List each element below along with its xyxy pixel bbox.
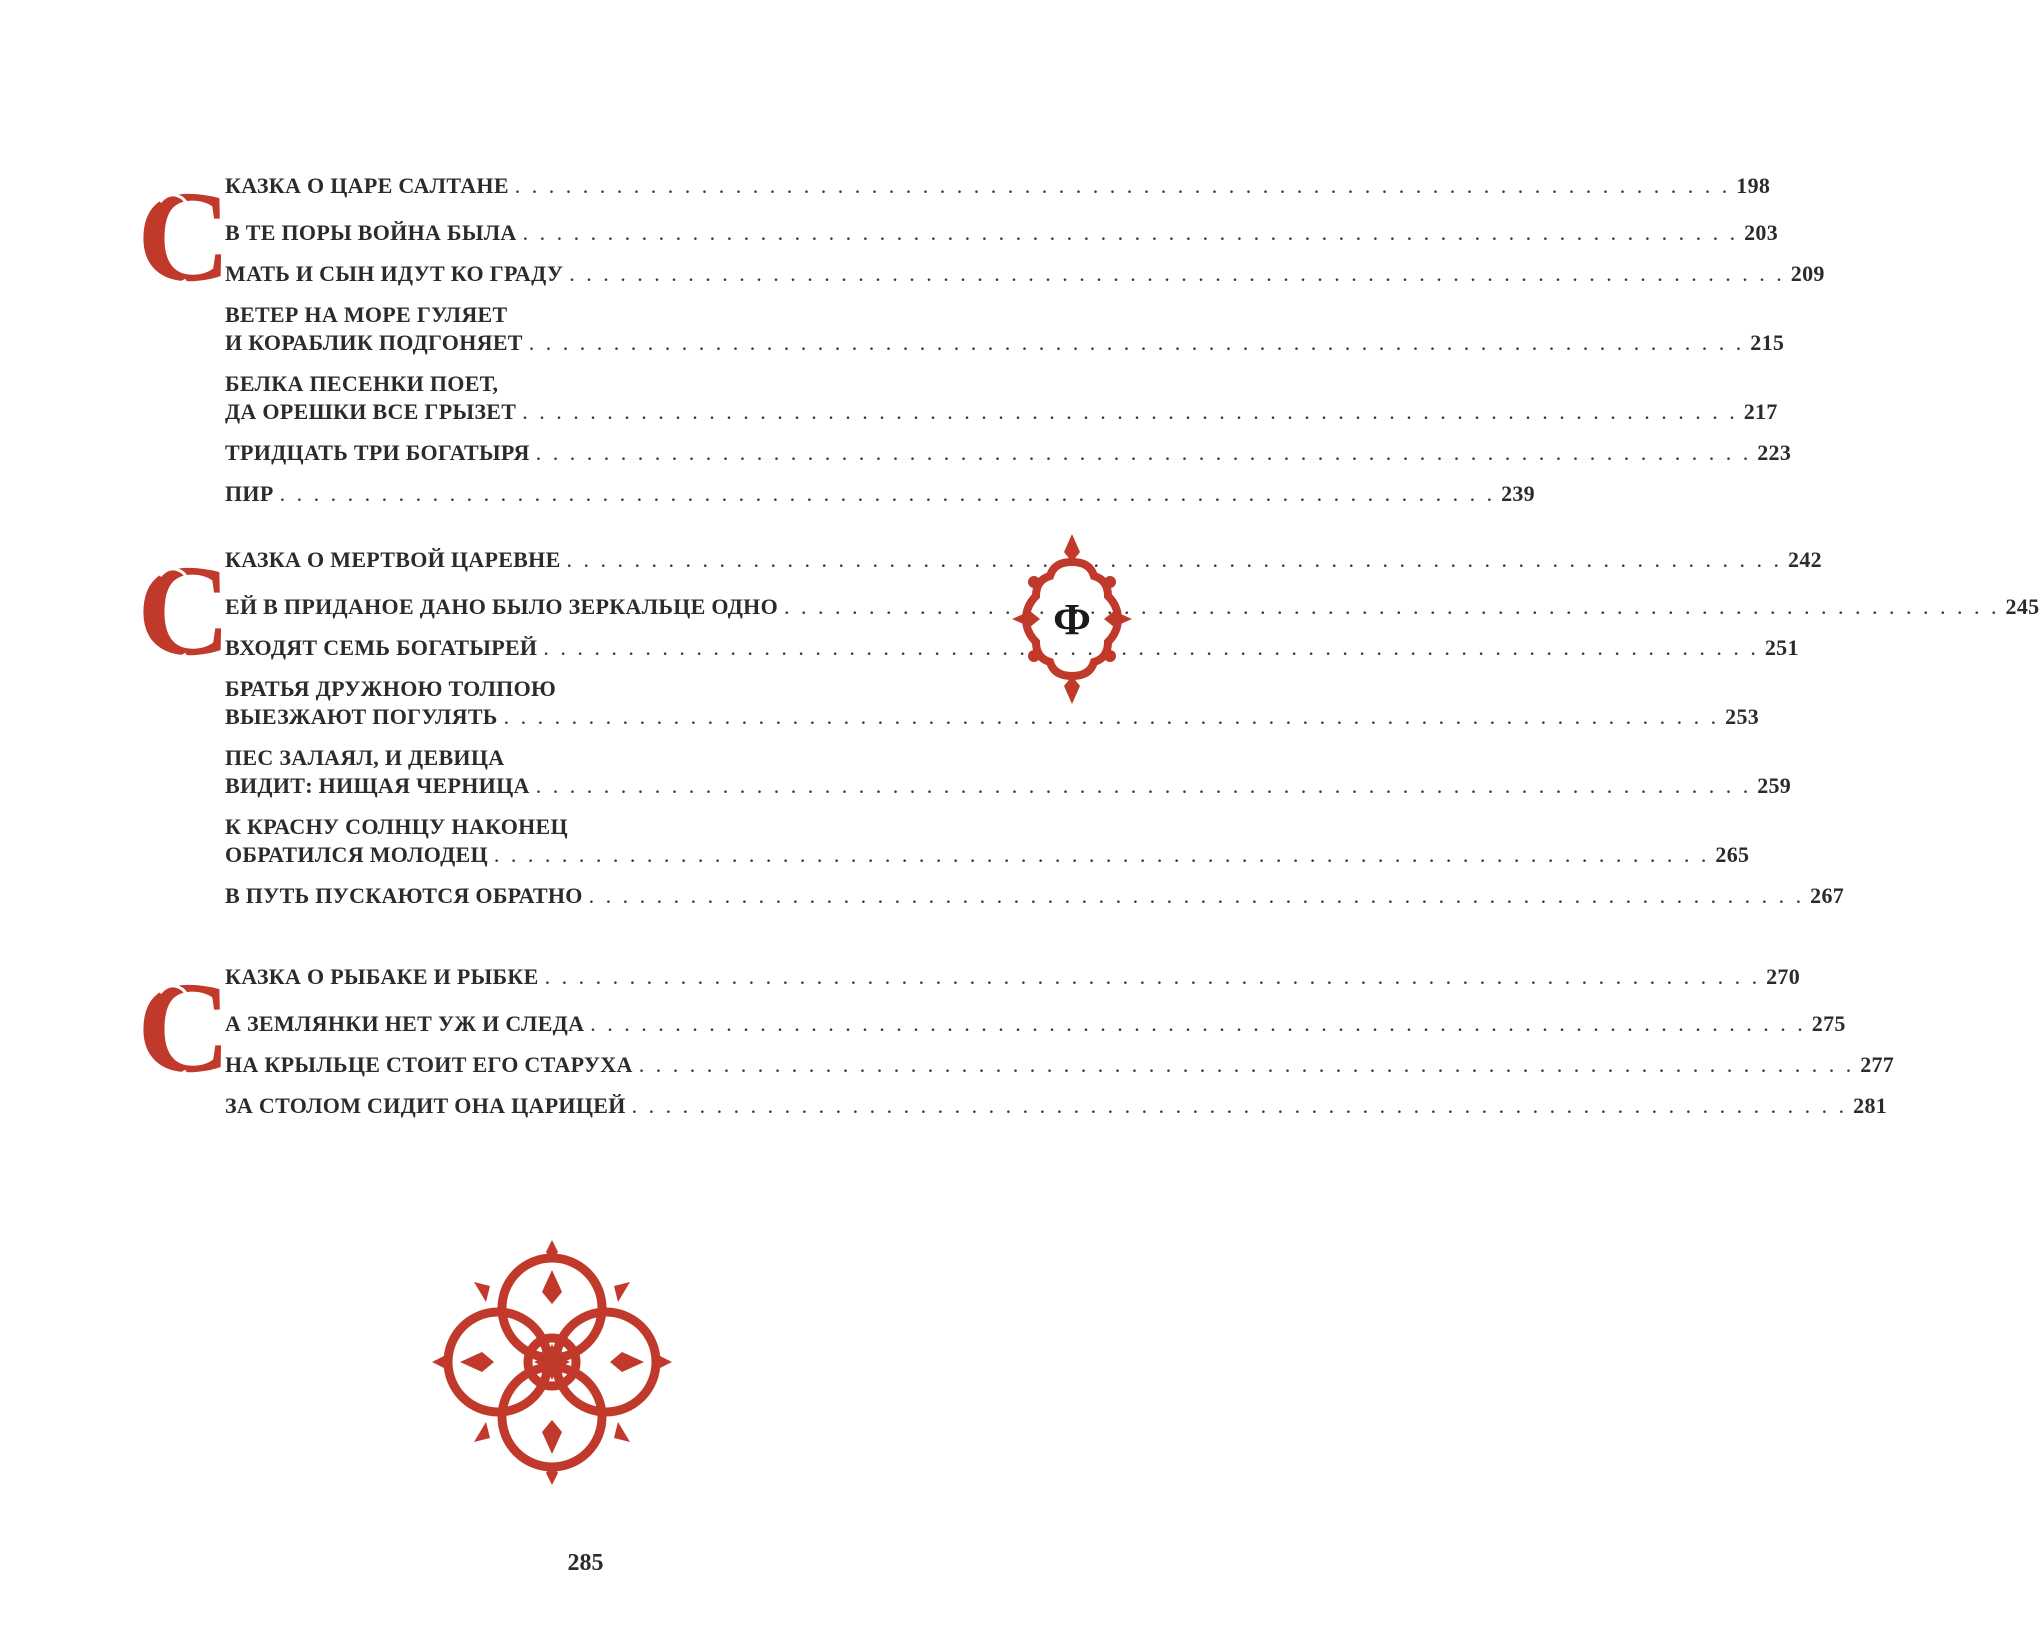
drop-cap-ornament [137,539,231,683]
entry-title: ТРИДЦАТЬ ТРИ БОГАТЫРЯ [225,440,530,465]
drop-cap-letter: С [137,956,231,1100]
entry-title-line: БРАТЬЯ ДРУЖНОЮ ТОЛПОЮ [225,676,557,701]
page-number: 285 [567,1550,604,1576]
entry-page-number: 223 [1757,440,1792,465]
toc-entry[interactable] [225,172,1771,200]
toc-entry[interactable] [225,439,1792,467]
entry-page-number: 209 [1790,261,1825,286]
dot-leader [590,1010,1806,1038]
toc-section-fisherman [137,956,1895,1163]
entry-page-number: 281 [1853,1093,1888,1118]
dot-leader [632,1092,1848,1120]
toc-entry[interactable] [225,882,1845,910]
toc-section-saltan [137,165,1825,522]
entry-title: МАТЬ И СЫН ИДУТ КО ГРАДУ [225,261,564,286]
entry-title: И КОРАБЛИК ПОДГОНЯЕТ [225,330,523,355]
entry-page-number: 239 [1501,481,1535,506]
toc-entry[interactable] [225,260,1825,288]
dot-leader [494,841,1710,869]
toc-entry[interactable] [225,370,1778,426]
entry-page-number: 251 [1764,635,1799,660]
entry-title: КАЗКА О МЕРТВОЙ ЦАРЕВНЕ [225,547,561,572]
drop-cap-ornament [137,165,231,309]
dot-leader [529,329,1745,357]
entry-page-number: 242 [1788,547,1822,572]
entry-title: В ТЕ ПОРЫ ВОЙНА БЫЛА [225,220,517,245]
entry-title: КАЗКА О ЦАРЕ САЛТАНЕ [225,173,509,198]
dot-leader [280,480,1496,508]
dot-leader [523,219,1739,247]
drop-cap-letter: С [137,539,231,683]
entry-title: ДА ОРЕШКИ ВСЕ ГРЫЗЕТ [225,399,517,424]
entry-page-number: 275 [1811,1011,1846,1036]
dot-leader [522,398,1738,426]
entry-title-line: ВЕТЕР НА МОРЕ ГУЛЯЕТ [225,302,508,327]
entry-page-number: 277 [1860,1052,1895,1077]
dot-leader [536,772,1752,800]
entry-page-number: 203 [1744,220,1779,245]
dot-leader [536,439,1752,467]
drop-cap-letter: С [137,165,231,309]
bottom-rosette-ornament [432,1240,672,1485]
dot-leader [589,882,1805,910]
toc-entry[interactable] [225,546,1822,574]
entry-page-number: 265 [1715,842,1750,867]
entry-title: ПИР [225,481,274,506]
toc-entry[interactable] [225,1092,1888,1120]
entry-title: НА КРЫЛЬЦЕ СТОИТ ЕГО СТАРУХА [225,1052,633,1077]
entry-page-number: 217 [1743,399,1778,424]
side-emblem-ornament [1012,534,1132,704]
entry-title-line: К КРАСНУ СОЛНЦУ НАКОНЕЦ [225,814,568,839]
entry-title: ОБРАТИЛСЯ МОЛОДЕЦ [225,842,488,867]
entry-title: ЗА СТОЛОМ СИДИТ ОНА ЦАРИЦЕЙ [225,1093,626,1118]
entry-title: КАЗКА О РЫБАКЕ И РЫБКЕ [225,964,539,989]
toc-entry[interactable] [225,593,2039,621]
toc-entry[interactable] [225,1051,1895,1079]
entry-page-number: 267 [1810,883,1845,908]
entry-page-number: 215 [1750,330,1785,355]
entry-title-line: ПЕС ЗАЛАЯЛ, И ДЕВИЦА [225,745,505,770]
dot-leader [515,172,1731,200]
entry-page-number: 259 [1757,773,1792,798]
entry-page-number: 245 [2005,594,2039,619]
entry-title-line: БЕЛКА ПЕСЕНКИ ПОЕТ, [225,371,499,396]
toc-entry[interactable] [225,813,1750,869]
dot-leader [567,546,1783,574]
dot-leader [784,593,2000,621]
drop-cap-ornament [137,956,231,1100]
entry-title: ВХОДЯТ СЕМЬ БОГАТЫРЕЙ [225,635,538,660]
dot-leader [545,963,1761,991]
entry-title: ВИДИТ: НИЩАЯ ЧЕРНИЦА [225,773,530,798]
toc-section-dead-princess [137,539,2039,916]
toc-entry[interactable] [225,301,1785,357]
entry-title: А ЗЕМЛЯНКИ НЕТ УЖ И СЛЕДА [225,1011,585,1036]
emblem-letter: Ф [1053,595,1091,644]
entry-page-number: 270 [1766,964,1800,989]
entry-title: ВЫЕЗЖАЮТ ПОГУЛЯТЬ [225,704,498,729]
entry-title: В ПУТЬ ПУСКАЮТСЯ ОБРАТНО [225,883,583,908]
toc-entry[interactable] [225,480,1535,508]
dot-leader [543,634,1759,662]
entry-title: ЕЙ В ПРИДАНОЕ ДАНО БЫЛО ЗЕРКАЛЬЦЕ ОДНО [225,594,779,619]
toc-entry[interactable] [225,744,1792,800]
dot-leader [569,260,1785,288]
dot-leader [504,703,1720,731]
entry-page-number: 198 [1736,173,1771,198]
toc-entry[interactable] [225,963,1800,991]
toc-entry[interactable] [225,1010,1846,1038]
toc-entry[interactable] [225,634,1799,662]
entry-page-number: 253 [1725,704,1760,729]
toc-entry[interactable] [225,675,1760,731]
toc-entry[interactable] [225,219,1779,247]
dot-leader [639,1051,1855,1079]
